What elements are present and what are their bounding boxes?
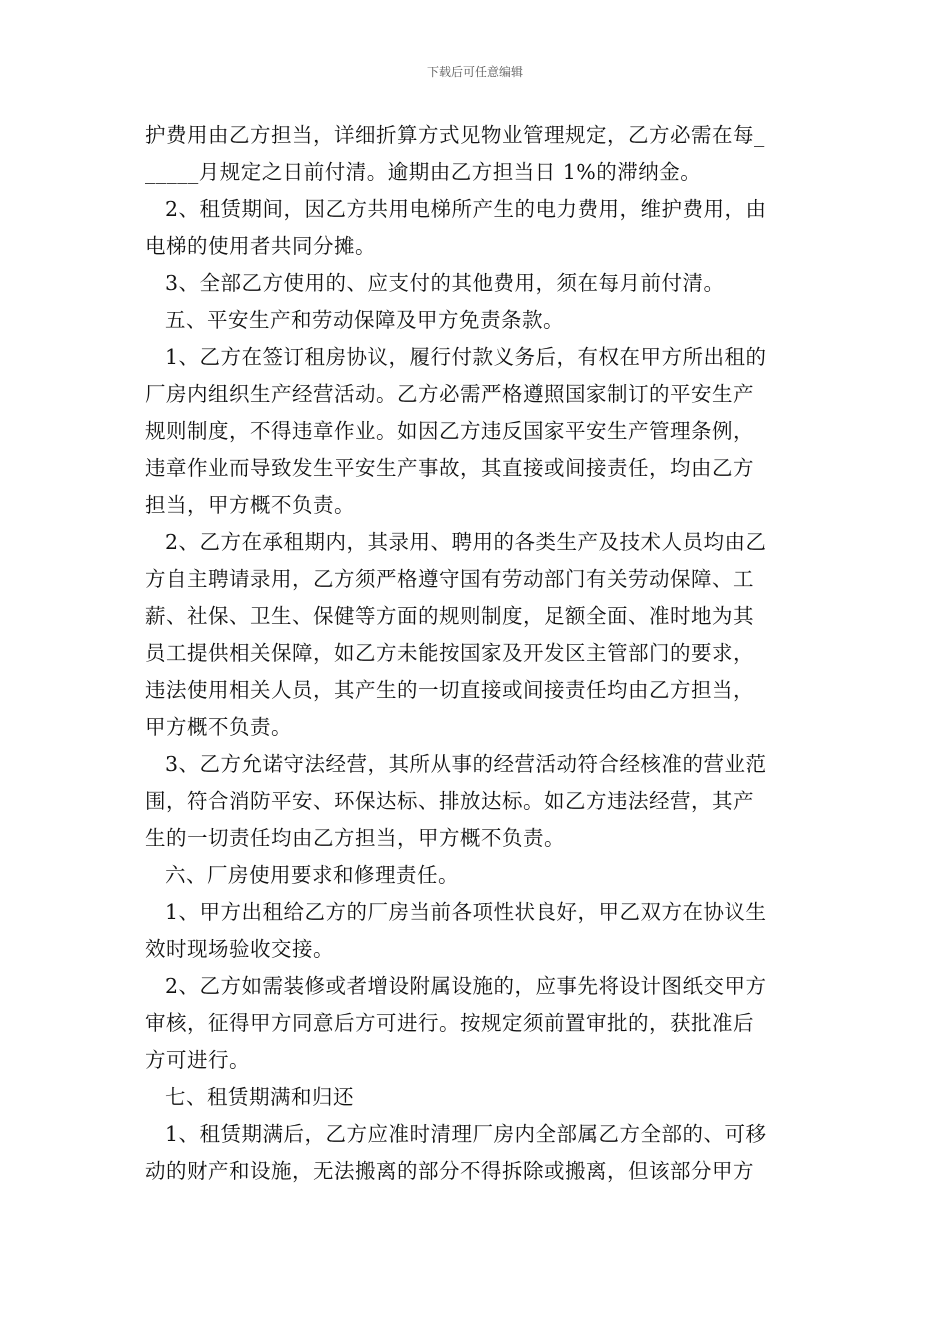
text-line: 规则制度，不得违章作业。如因乙方违反国家平安生产管理条例， [145, 419, 754, 443]
text-line: 电梯的使用者共同分摊。 [145, 234, 376, 258]
text-line: 审核，征得甲方同意后方可进行。按规定须前置审批的，获批准后 [145, 1011, 754, 1035]
text-line: 方自主聘请录用，乙方须严格遵守国有劳动部门有关劳动保障、工 [145, 567, 754, 591]
text-line: 动的财产和设施，无法搬离的部分不得拆除或搬离，但该部分甲方 [145, 1159, 754, 1183]
text-line: 3、全部乙方使用的、应支付的其他费用，须在每月前付清。 [165, 271, 725, 295]
text-line: 薪、社保、卫生、保健等方面的规则制度，足额全面、准时地为其 [145, 604, 754, 628]
text-line: 2、乙方如需装修或者增设附属设施的，应事先将设计图纸交甲方 [165, 974, 767, 998]
text-line: 七、租赁期满和归还 [165, 1085, 354, 1109]
text-line: 五、平安生产和劳动保障及甲方免责条款。 [165, 308, 564, 332]
text-line: 甲方概不负责。 [145, 715, 292, 739]
document-body [145, 117, 815, 1190]
text-line: _____月规定之日前付清。逾期由乙方担当日 1%的滞纳金。 [145, 160, 702, 184]
text-line: 围，符合消防平安、环保达标、排放达标。如乙方违法经营，其产 [145, 789, 754, 813]
text-line: 生的一切责任均由乙方担当，甲方概不负责。 [145, 826, 565, 850]
text-line: 员工提供相关保障，如乙方未能按国家及开发区主管部门的要求， [145, 641, 754, 665]
text-line: 效时现场验收交接。 [145, 937, 334, 961]
text-line: 违章作业而导致发生平安生产事故，其直接或间接责任，均由乙方 [145, 456, 754, 480]
text-line: 方可进行。 [145, 1048, 250, 1072]
text-line: 2、租赁期间，因乙方共用电梯所产生的电力费用，维护费用，由 [165, 197, 767, 221]
text-line: 厂房内组织生产经营活动。乙方必需严格遵照国家制订的平安生产 [145, 382, 754, 406]
text-line: 护费用由乙方担当，详细折算方式见物业管理规定，乙方必需在每_ [145, 123, 765, 147]
text-line: 违法使用相关人员，其产生的一切直接或间接责任均由乙方担当， [145, 678, 754, 702]
text-line: 六、厂房使用要求和修理责任。 [165, 863, 459, 887]
page-header: 下载后可任意编辑 [426, 65, 523, 79]
text-line: 1、租赁期满后，乙方应准时清理厂房内全部属乙方全部的、可移 [165, 1122, 767, 1146]
text-line: 2、乙方在承租期内，其录用、聘用的各类生产及技术人员均由乙 [165, 530, 767, 554]
text-line: 3、乙方允诺守法经营，其所从事的经营活动符合经核准的营业范 [165, 752, 767, 776]
text-line: 担当，甲方概不负责。 [145, 493, 355, 517]
text-line: 1、甲方出租给乙方的厂房当前各项性状良好，甲乙双方在协议生 [165, 900, 767, 924]
text-line: 1、乙方在签订租房协议，履行付款义务后，有权在甲方所出租的 [165, 345, 767, 369]
